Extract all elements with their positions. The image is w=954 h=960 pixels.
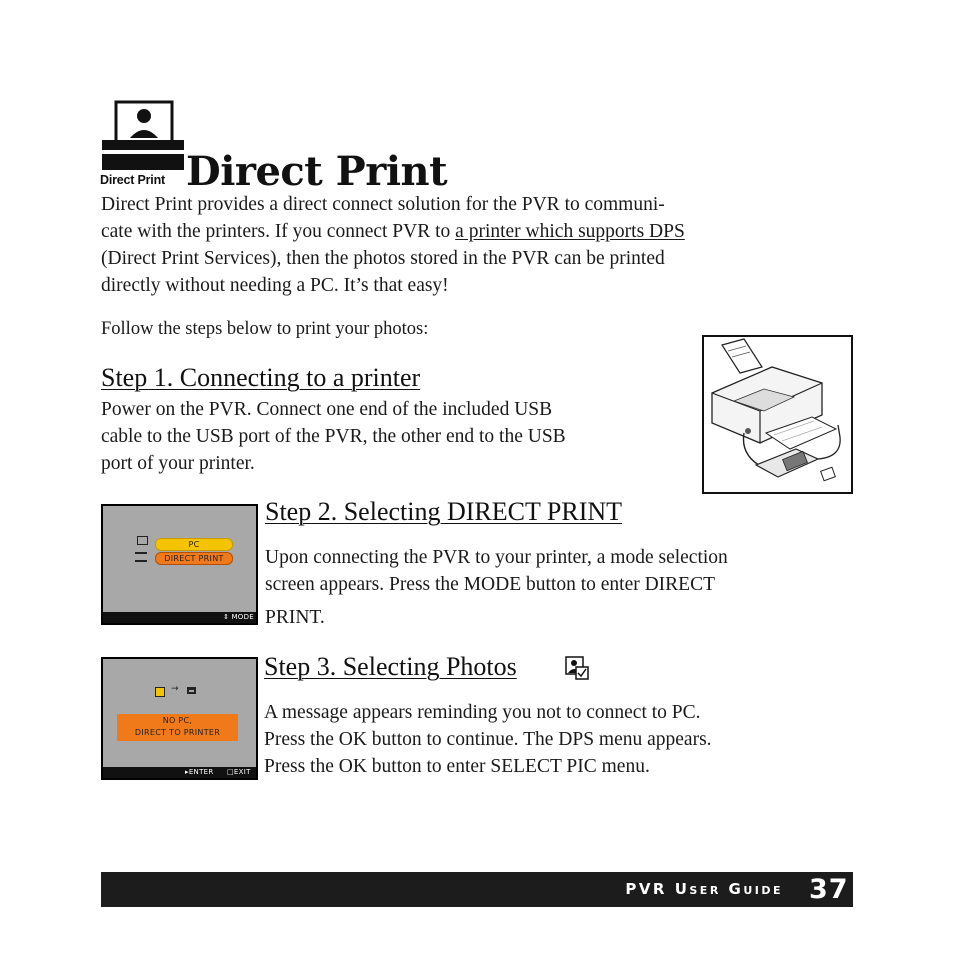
select-photo-icon [565,656,589,680]
message-line: DIRECT TO PRINTER [134,728,221,737]
step3-line: Press the OK button to enter SELECT PIC menu. [264,756,650,777]
step2-line: PRINT. [265,607,325,628]
step3-paragraph [264,699,864,780]
step3-line: Press the OK button to continue. The DPS menu appears. [264,729,712,750]
mode-hint: MODE [231,613,254,621]
exit-label: EXIT [233,768,251,776]
step2-line: screen appears. Press the MODE button to enter DIRECT [265,574,716,595]
pc-icon [137,536,148,545]
enter-hint[interactable]: ▸ENTER [185,768,214,776]
step2-line: Upon connecting the PVR to your printer, a mode selection [265,547,728,568]
step2-paragraph [265,544,865,631]
dps-printer-link[interactable]: a printer which supports DPS [455,221,685,242]
message-line: NO PC, [162,716,193,725]
logo-label: Direct Print [100,173,165,187]
updown-arrow-icon: ⇕ [223,613,229,621]
page-title: Direct Print [186,148,448,195]
step1-line: Power on the PVR. Connect one end of the included USB [101,399,553,420]
no-pc-message-box [117,714,238,741]
page-number: 37 [809,874,849,905]
footer-guide-title: PVR User Guide [625,880,783,898]
follow-steps-text: Follow the steps below to print your photos: [101,319,429,339]
step3-heading-text: Step 3. Selecting Photos [264,652,517,681]
step3-heading [264,652,517,682]
printer-illustration [702,335,853,494]
intro-line: Direct Print provides a direct connect solution for the PVR to communi- [101,194,665,215]
step1-line: port of your printer. [101,453,255,474]
direct-print-logo [100,100,186,188]
enter-label: ENTER [188,768,214,776]
arrow-right-icon: → [171,684,179,694]
intro-line: (Direct Print Services), then the photos stored in the PVR can be printed [101,248,665,269]
printer-icon [704,337,851,492]
step2-heading: Step 2. Selecting DIRECT PRINT [265,497,623,526]
mode-option-direct-print[interactable]: DIRECT PRINT [155,552,233,565]
step1-line: cable to the USB port of the PVR, the other end to the USB [101,426,566,447]
step1-paragraph [101,396,691,477]
mode-option-pc[interactable]: PC [155,538,233,551]
printer-small-icon [187,687,196,694]
intro-line [101,218,861,245]
direct-print-icon [100,100,186,176]
no-pc-message-screen [101,657,258,780]
camera-icon [155,687,165,697]
exit-hint[interactable]: □EXIT [227,768,251,776]
intro-paragraph [101,191,861,299]
intro-line: directly without needing a PC. It’s that easy! [101,275,449,296]
step3-line: A message appears reminding you not to connect to PC. [264,702,701,723]
print-icon [135,552,147,562]
mode-selection-screen [101,504,258,625]
step1-heading: Step 1. Connecting to a printer [101,363,421,392]
intro-text: cate with the printers. If you connect PVR to [101,221,456,242]
